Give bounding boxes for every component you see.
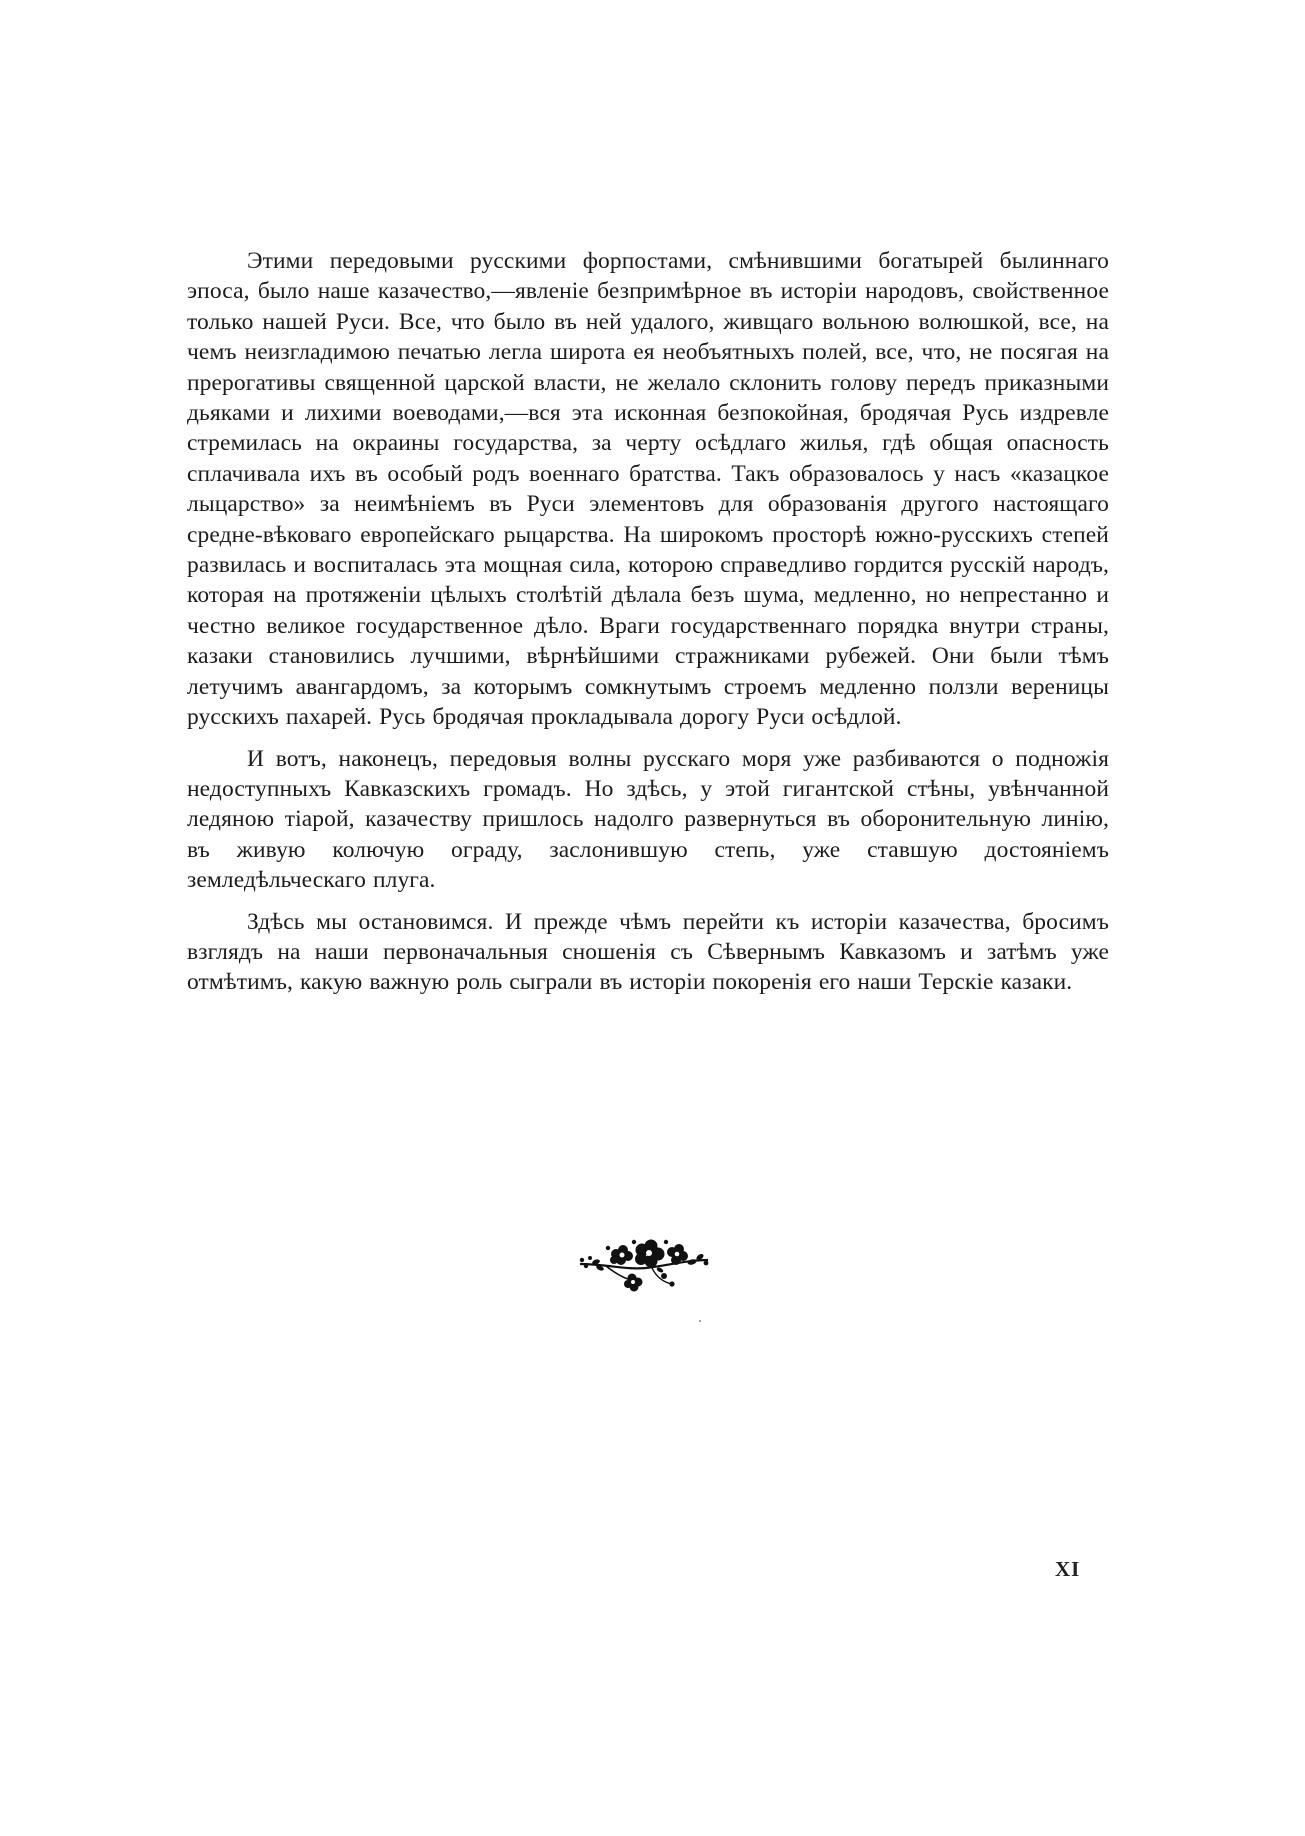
floral-vignette-icon [576,1230,712,1294]
body-text [187,246,1109,998]
paragraph-caucasus: И вотъ, наконецъ, передовыя волны русскаго моря уже разбиваются о подножія недоступныхъ Кавказскихъ громадъ. Но здѣсь, у этой гигантской стѣны, увѣнчанной ледяною тіарой, казачеству пришлось надолго развернуться въ оборонительную линію, въ живую колючую ограду, заслонившую степь, уже ставшую достояніемъ земледѣльческаго плуга. [187,745,1109,894]
paragraph-cossacks: Этими передовыми русскими форпостами, смѣнившими богатырей былиннаго эпоса, было наше казачество,—явленіе безпримѣрное въ исторіи народовъ, свойственное только нашей Руси. Все, что было въ ней удалого, живщаго вольною волюшкой, все, на чемъ неизгладимою печатью легла широта ея необъятныхъ полей, все, что, не посягая на прерогативы священной царской власти, не желало склонить голову передъ приказными дьяками и лихими воеводами,—вся эта исконная безпокойная, бродячая Русь издревле стремилась на окраины государства, за черту осѣдлаго жилья, гдѣ общая опасность сплачивала ихъ въ особый родъ военнаго братства. Такъ образовалось у насъ «казацкое лыцарство» за неимѣніемъ въ Руси элементовъ для образованія другого настоящаго средне-вѣковаго европейскаго рыцарства. На широкомъ просторѣ южно-русскихъ степей развилась и воспиталась эта мощная сила, которою справедливо гордится русскій народъ, которая на протяженіи цѣлыхъ столѣтій дѣлала безъ шума, медленно, но непрестанно и честно великое государственное дѣло. Враги государственнаго порядка внутри страны, казаки становились лучшими, вѣрнѣйшими стражниками рубежей. Они были тѣмъ летучимъ авангардомъ, за которымъ сомкнутымъ строемъ медленно ползли вереницы русскихъ пахарей. Русь бродячая прокладывала дорогу Руси осѣдлой. [187,248,1109,731]
paragraph-conclusion: Здѣсь мы остановимся. И прежде чѣмъ перейти къ исторіи казачества, бросимъ взглядъ на наши первоначальныя сношенія съ Сѣвернымъ Кавказомъ и затѣмъ уже отмѣтимъ, какую важную роль сыграли въ исторіи покоренія его наши Терскіе казаки. [187,908,1109,996]
page-number: XI [1055,1557,1081,1581]
print-speck [699,1320,701,1322]
